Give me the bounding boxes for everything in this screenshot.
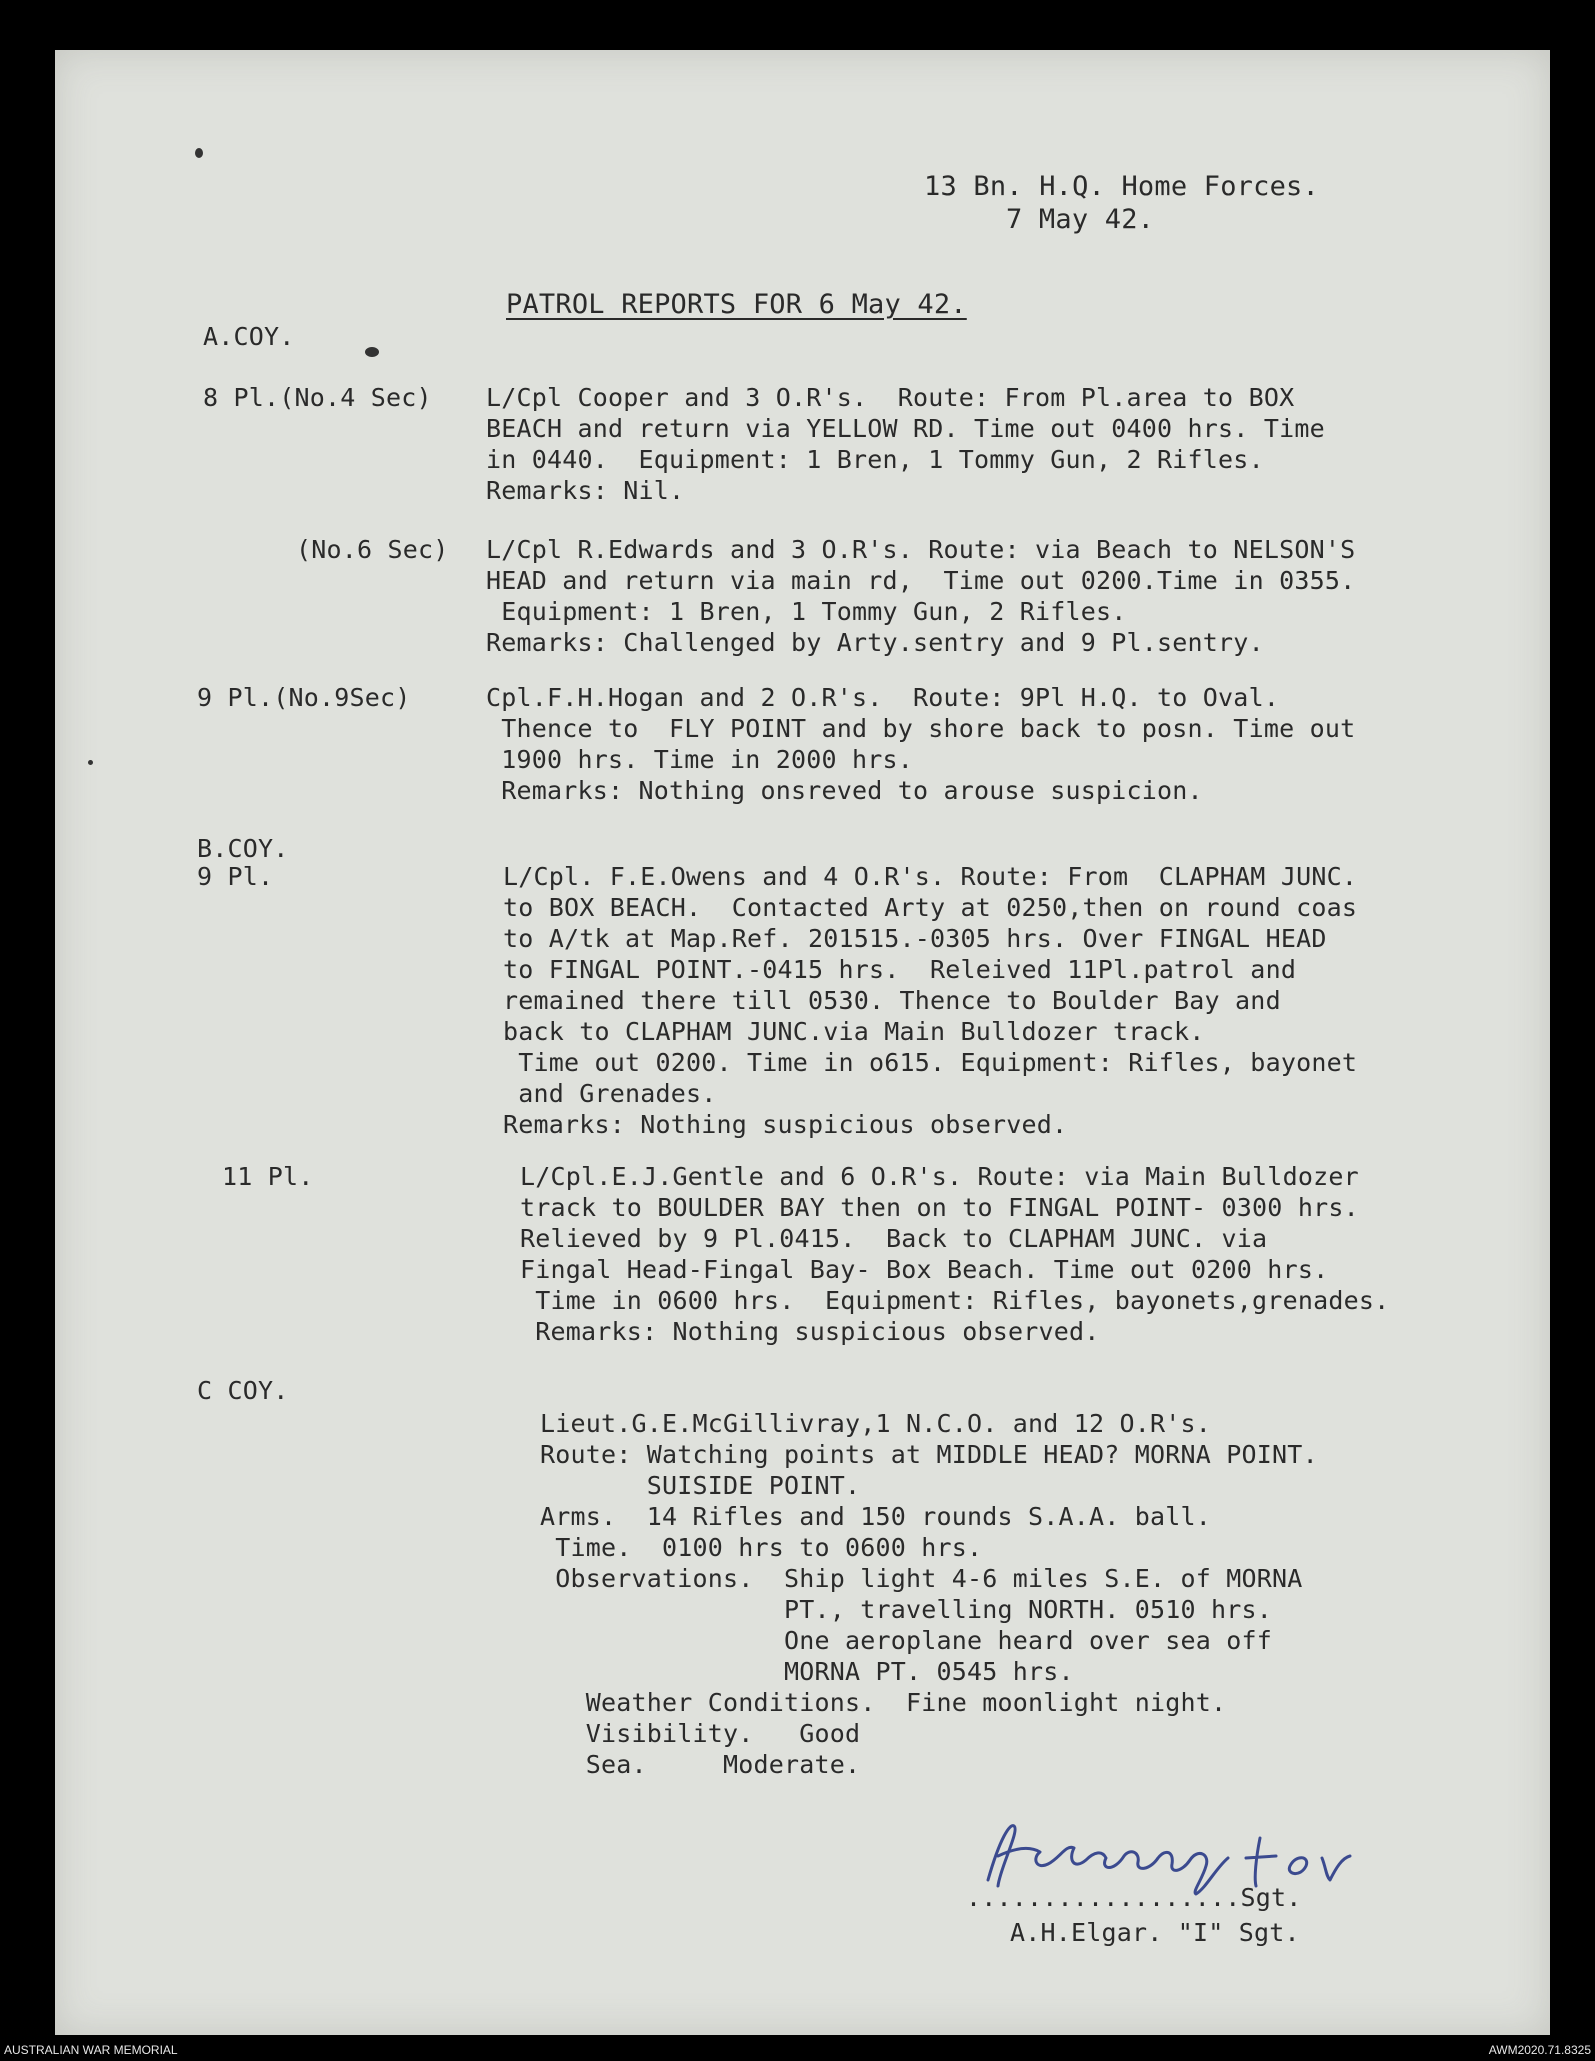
b-pl11-line: Remarks: Nothing suspicious observed. bbox=[520, 1317, 1100, 1346]
b-pl11-line: track to BOULDER BAY then on to FINGAL POINT- 0300 hrs. bbox=[520, 1193, 1359, 1222]
ink-speck bbox=[365, 347, 379, 357]
footer-accession-number: AWM2020.71.8325 bbox=[1488, 2043, 1591, 2057]
b-pl11-line: Time in 0600 hrs. Equipment: Rifles, bayonets,grenades. bbox=[520, 1286, 1390, 1315]
c-coy-line: MORNA PT. 0545 hrs. bbox=[540, 1657, 1074, 1686]
b-coy-pl11-label: 11 Pl. bbox=[222, 1162, 314, 1191]
c-coy-line: Time. 0100 hrs to 0600 hrs. bbox=[540, 1533, 983, 1562]
sec6-line: L/Cpl R.Edwards and 3 O.R's. Route: via Beach to NELSON'S bbox=[486, 535, 1356, 564]
signatory-name: A.H.Elgar. "I" Sgt. bbox=[1010, 1918, 1300, 1947]
b-pl9-line: remained there till 0530. Thence to Boulder Bay and bbox=[503, 986, 1281, 1015]
b-pl9-line: and Grenades. bbox=[503, 1079, 717, 1108]
document-title: PATROL REPORTS FOR 6 May 42. bbox=[506, 289, 967, 320]
pl9-sec9-label: 9 Pl.(No.9Sec) bbox=[197, 683, 411, 712]
pl9-sec9-line: Remarks: Nothing onsreved to arouse suspicion. bbox=[486, 776, 1203, 805]
c-coy-line: Visibility. Good bbox=[540, 1719, 861, 1748]
b-pl9-line: L/Cpl. F.E.Owens and 4 O.R's. Route: From CLAPHAM JUNC. bbox=[503, 862, 1358, 891]
c-coy-line: PT., travelling NORTH. 0510 hrs. bbox=[540, 1595, 1273, 1624]
pl9-sec9-line: 1900 hrs. Time in 2000 hrs. bbox=[486, 745, 914, 774]
c-coy-line: SUISIDE POINT. bbox=[540, 1471, 861, 1500]
c-coy-line: Arms. 14 Rifles and 150 rounds S.A.A. ball. bbox=[540, 1502, 1212, 1531]
pl8-line: in 0440. Equipment: 1 Bren, 1 Tommy Gun, 2 Rifles. bbox=[486, 445, 1264, 474]
footer-archive-name: AUSTRALIAN WAR MEMORIAL bbox=[4, 2043, 178, 2057]
pl8-sec4-label: 8 Pl.(No.4 Sec) bbox=[203, 383, 432, 412]
b-pl9-line: Time out 0200. Time in o615. Equipment: Rifles, bayonet bbox=[503, 1048, 1358, 1077]
b-pl11-line: Relieved by 9 Pl.0415. Back to CLAPHAM JUNC. via bbox=[520, 1224, 1268, 1253]
b-pl11-line: L/Cpl.E.J.Gentle and 6 O.R's. Route: via Main Bulldozer bbox=[520, 1162, 1359, 1191]
sec6-line: Equipment: 1 Bren, 1 Tommy Gun, 2 Rifles. bbox=[486, 597, 1127, 626]
ink-speck bbox=[195, 148, 203, 158]
b-coy-heading: B.COY. bbox=[197, 834, 289, 863]
ink-speck bbox=[88, 760, 93, 765]
a-coy-heading: A.COY. bbox=[203, 322, 295, 351]
signature-dots: ..................Sgt. bbox=[966, 1883, 1302, 1912]
pl8-line: BEACH and return via YELLOW RD. Time out 0400 hrs. Time bbox=[486, 414, 1325, 443]
b-pl9-line: to BOX BEACH. Contacted Arty at 0250,then on round coas bbox=[503, 893, 1358, 922]
c-coy-line: Sea. Moderate. bbox=[540, 1750, 861, 1779]
pl9-sec9-line: Cpl.F.H.Hogan and 2 O.R's. Route: 9Pl H.Q. to Oval. bbox=[486, 683, 1280, 712]
c-coy-line: Weather Conditions. Fine moonlight night. bbox=[540, 1688, 1227, 1717]
c-coy-heading: C COY. bbox=[197, 1376, 289, 1405]
sec6-line: Remarks: Challenged by Arty.sentry and 9 Pl.sentry. bbox=[486, 628, 1264, 657]
sec6-line: HEAD and return via main rd, Time out 0200.Time in 0355. bbox=[486, 566, 1356, 595]
b-pl9-line: to A/tk at Map.Ref. 201515.-0305 hrs. Over FINGAL HEAD bbox=[503, 924, 1327, 953]
pl9-sec9-line: Thence to FLY POINT and by shore back to posn. Time out bbox=[486, 714, 1356, 743]
b-pl11-line: Fingal Head-Fingal Bay- Box Beach. Time out 0200 hrs. bbox=[520, 1255, 1329, 1284]
pl8-line: Remarks: Nil. bbox=[486, 476, 685, 505]
c-coy-line: Lieut.G.E.McGillivray,1 N.C.O. and 12 O.R's. bbox=[540, 1409, 1212, 1438]
header-unit: 13 Bn. H.Q. Home Forces. bbox=[924, 171, 1319, 202]
b-pl9-line: to FINGAL POINT.-0415 hrs. Releived 11Pl.patrol and bbox=[503, 955, 1297, 984]
c-coy-line: Route: Watching points at MIDDLE HEAD? MORNA POINT. bbox=[540, 1440, 1318, 1469]
sec6-label: (No.6 Sec) bbox=[296, 535, 449, 564]
pl8-line: L/Cpl Cooper and 3 O.R's. Route: From Pl.area to BOX bbox=[486, 383, 1295, 412]
c-coy-line: One aeroplane heard over sea off bbox=[540, 1626, 1273, 1655]
c-coy-line: Observations. Ship light 4-6 miles S.E. of MORNA bbox=[540, 1564, 1303, 1593]
b-coy-pl9-label: 9 Pl. bbox=[197, 862, 274, 891]
b-pl9-line: back to CLAPHAM JUNC.via Main Bulldozer track. bbox=[503, 1017, 1205, 1046]
b-pl9-line: Remarks: Nothing suspicious observed. bbox=[503, 1110, 1068, 1139]
header-date: 7 May 42. bbox=[1006, 204, 1155, 235]
